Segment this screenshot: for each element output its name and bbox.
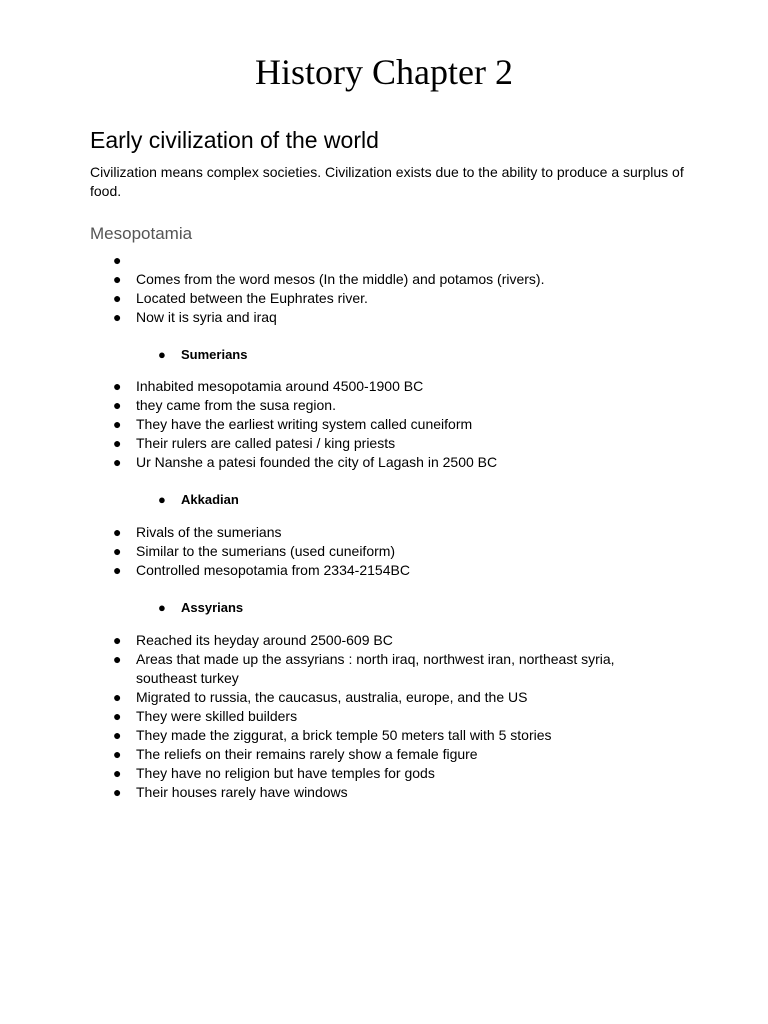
subheading-label: Akkadian xyxy=(181,492,239,507)
list-item xyxy=(0,688,768,707)
bullet-icon: ● xyxy=(113,651,122,667)
list-item-text: Areas that made up the assyrians : north iraq, northwest iran, northeast syria, southeast turkey xyxy=(136,651,615,686)
list-item xyxy=(0,783,768,802)
list-item xyxy=(0,396,768,415)
list-item xyxy=(0,270,768,289)
list-item-text: Located between the Euphrates river. xyxy=(136,290,368,306)
list-item-text: Reached its heyday around 2500-609 BC xyxy=(136,632,393,648)
list-item xyxy=(0,707,768,726)
list-item-text: Ur Nanshe a patesi founded the city of Lagash in 2500 BC xyxy=(136,454,498,470)
list-item-text: they came from the susa region. xyxy=(136,397,336,413)
subheading-label: Assyrians xyxy=(181,600,244,615)
sumerians-list xyxy=(0,377,768,472)
bullet-icon: ● xyxy=(113,562,122,578)
list-item-text: They have the earliest writing system called cuneiform xyxy=(136,416,473,432)
list-item-text: Inhabited mesopotamia around 4500-1900 BC xyxy=(136,378,424,394)
bullet-icon: ● xyxy=(113,524,122,540)
list-item xyxy=(0,561,768,580)
main-heading: Early civilization of the world xyxy=(90,127,379,153)
list-item-text: They have no religion but have temples for gods xyxy=(136,765,435,781)
list-item xyxy=(0,523,768,542)
bullet-icon: ● xyxy=(113,416,122,432)
list-item xyxy=(0,726,768,745)
list-item xyxy=(0,308,768,327)
bullet-icon: ● xyxy=(113,689,122,705)
list-item xyxy=(0,650,768,688)
bullet-icon: ● xyxy=(113,632,122,648)
list-item-text: They were skilled builders xyxy=(136,708,298,724)
list-item xyxy=(0,631,768,650)
subheading-label: Sumerians xyxy=(181,347,248,362)
list-item-text: Rivals of the sumerians xyxy=(136,524,282,540)
list-item-text: Their rulers are called patesi / king priests xyxy=(136,435,396,451)
list-item xyxy=(0,453,768,472)
list-item xyxy=(0,764,768,783)
bullet-icon: ● xyxy=(113,765,122,781)
list-item xyxy=(0,542,768,561)
intro-paragraph: Civilization means complex societies. Civilization exists due to the ability to produce a surplus of food. xyxy=(90,164,684,199)
bullet-icon: ● xyxy=(113,435,122,451)
bullet-icon: ● xyxy=(158,600,166,615)
bullet-icon: ● xyxy=(158,492,166,507)
list-item xyxy=(0,434,768,453)
mesopotamia-list xyxy=(0,251,768,327)
list-item-text: The reliefs on their remains rarely show a female figure xyxy=(136,746,478,762)
list-item xyxy=(0,415,768,434)
bullet-icon: ● xyxy=(113,271,122,287)
bullet-icon: ● xyxy=(113,784,122,800)
bullet-icon: ● xyxy=(113,397,122,413)
list-item-text: Now it is syria and iraq xyxy=(136,309,277,325)
list-item-text: Migrated to russia, the caucasus, australia, europe, and the US xyxy=(136,689,528,705)
list-item-text: Their houses rarely have windows xyxy=(136,784,348,800)
bullet-icon: ● xyxy=(113,290,122,306)
list-item-text: Similar to the sumerians (used cuneiform) xyxy=(136,543,396,559)
list-item-text: Comes from the word mesos (In the middle) and potamos (rivers). xyxy=(136,271,545,287)
bullet-icon: ● xyxy=(113,309,122,325)
akkadian-list xyxy=(0,523,768,580)
list-item xyxy=(0,289,768,308)
bullet-icon: ● xyxy=(113,543,122,559)
section-title-mesopotamia: Mesopotamia xyxy=(90,224,193,243)
bullet-icon: ● xyxy=(158,347,166,362)
bullet-icon: ● xyxy=(113,378,122,394)
assyrians-list xyxy=(0,631,768,802)
bullet-icon: ● xyxy=(113,454,122,470)
bullet-icon: ● xyxy=(113,727,122,743)
document-title: History Chapter 2 xyxy=(255,52,513,92)
bullet-icon: ● xyxy=(113,746,122,762)
bullet-icon: ● xyxy=(113,708,122,724)
list-item-text: Controlled mesopotamia from 2334-2154BC xyxy=(136,562,410,578)
list-item xyxy=(0,251,768,270)
list-item xyxy=(0,745,768,764)
list-item xyxy=(0,377,768,396)
bullet-icon: ● xyxy=(113,252,122,268)
list-item-text: They made the ziggurat, a brick temple 50 meters tall with 5 stories xyxy=(136,727,552,743)
